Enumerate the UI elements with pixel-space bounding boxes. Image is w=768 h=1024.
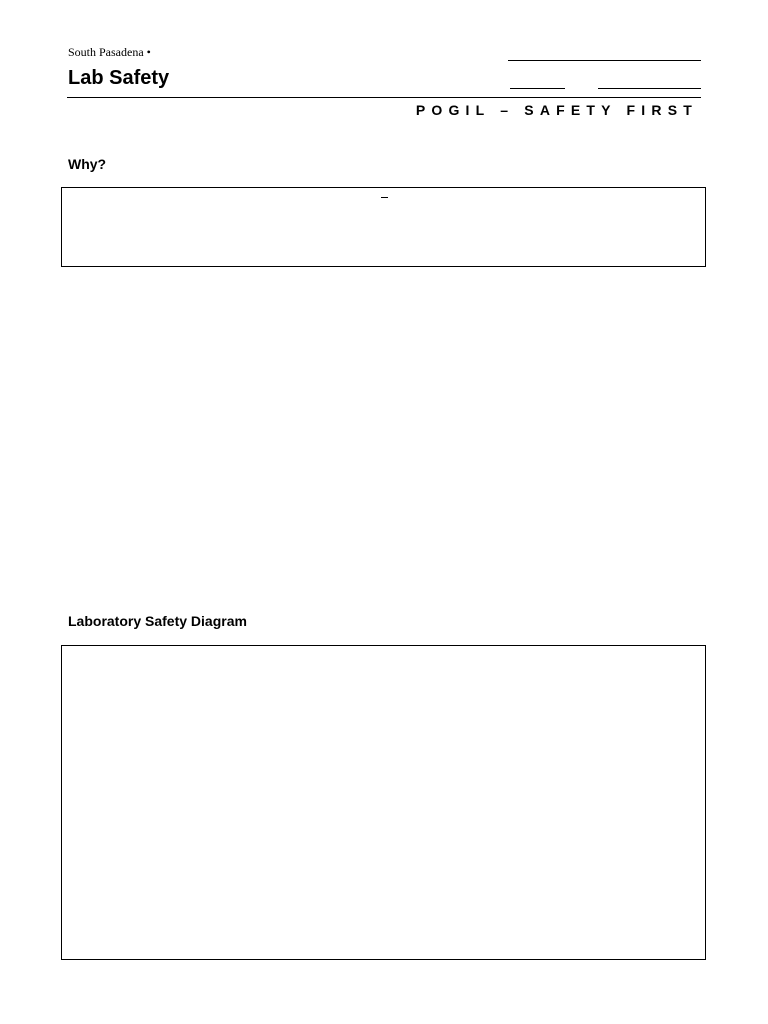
why-heading: Why? [68,156,107,172]
header-divider [67,97,701,98]
diagram-box [61,645,706,960]
school-name: South Pasadena • [68,45,151,59]
stray-dash-mark [381,197,388,198]
date-blank-line [598,88,701,89]
diagram-heading: Laboratory Safety Diagram [68,613,247,629]
page-subtitle: POGIL – SAFETY FIRST [415,102,698,118]
period-blank-line [510,88,565,89]
why-answer-box [61,187,706,267]
name-blank-line [508,60,701,61]
page-title: Lab Safety [68,67,170,89]
